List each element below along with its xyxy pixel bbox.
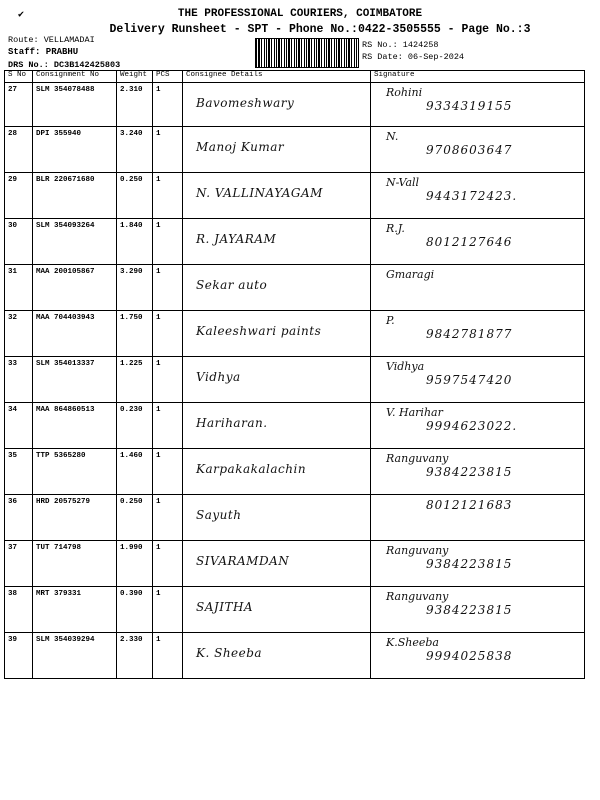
col-consignment: Consignment No (33, 71, 117, 83)
cell-pcs: 1 (153, 449, 183, 495)
cell-consignment: SLM 354039294 (33, 633, 117, 679)
signature-phone: 8012127646 (426, 235, 513, 249)
cell-sno: 33 (5, 357, 33, 403)
cell-sno: 38 (5, 587, 33, 633)
cell-pcs: 1 (153, 173, 183, 219)
cell-sno: 37 (5, 541, 33, 587)
signature-name: Rohini (386, 86, 423, 99)
signature-phone: 9597547420 (426, 373, 513, 387)
signature-phone: 9384223815 (426, 557, 513, 571)
cell-signature (371, 449, 585, 495)
cell-weight: 2.310 (117, 83, 153, 127)
runsheet-table (4, 70, 585, 679)
cell-consignee (183, 173, 371, 219)
cell-consignee (183, 219, 371, 265)
consignee-handwriting: Kaleeshwari paints (196, 324, 322, 338)
signature-name: V. Harihar (386, 406, 443, 419)
col-signature: Signature (371, 71, 585, 83)
route-label: Route: VELLAMADAI (8, 35, 95, 45)
consignee-handwriting: SIVARAMDAN (196, 554, 290, 568)
cell-weight: 3.240 (117, 127, 153, 173)
cell-consignment: SLM 354078488 (33, 83, 117, 127)
cell-signature (371, 265, 585, 311)
cell-pcs: 1 (153, 541, 183, 587)
signature-name: Ranguvany (386, 544, 449, 557)
signature-phone: 9384223815 (426, 603, 513, 617)
cell-signature (371, 587, 585, 633)
cell-consignment: DPI 355940 (33, 127, 117, 173)
consignee-handwriting: K. Sheeba (196, 646, 263, 660)
consignee-handwriting: Manoj Kumar (196, 140, 285, 154)
cell-sno: 31 (5, 265, 33, 311)
cell-consignee (183, 127, 371, 173)
cell-consignee (183, 83, 371, 127)
consignee-handwriting: Sayuth (196, 508, 242, 522)
signature-phone: 9994025838 (426, 649, 513, 663)
signature-name: Vidhya (386, 360, 425, 373)
cell-signature (371, 83, 585, 127)
rs-date: RS Date: 06-Sep-2024 (362, 52, 465, 62)
col-consignee: Consignee Details (183, 71, 371, 83)
signature-phone: 9994623022. (426, 419, 518, 433)
cell-pcs: 1 (153, 357, 183, 403)
cell-consignee (183, 403, 371, 449)
rs-number: RS No.: 1424258 (362, 40, 439, 50)
cell-sno: 35 (5, 449, 33, 495)
consignee-handwriting: Vidhya (196, 370, 241, 384)
cell-pcs: 1 (153, 265, 183, 311)
table-row (5, 173, 585, 219)
cell-consignment: SLM 354093264 (33, 219, 117, 265)
col-pcs: PCS (153, 71, 183, 83)
cell-consignment: MRT 379331 (33, 587, 117, 633)
cell-signature (371, 219, 585, 265)
table-row (5, 541, 585, 587)
signature-name: Ranguvany (386, 452, 449, 465)
cell-sno: 36 (5, 495, 33, 541)
signature-phone: 9842781877 (426, 327, 513, 341)
cell-sno: 30 (5, 219, 33, 265)
cell-weight: 1.225 (117, 357, 153, 403)
runsheet-subtitle: Delivery Runsheet - SPT - Phone No.:0422-3505555 - Page No.:3 (109, 23, 531, 36)
consignee-handwriting: N. VALLINAYAGAM (196, 186, 323, 200)
signature-name: N-Vall (386, 176, 420, 189)
cell-consignment: SLM 354013337 (33, 357, 117, 403)
cell-consignee (183, 587, 371, 633)
table-row (5, 311, 585, 357)
cell-consignee (183, 449, 371, 495)
cell-pcs: 1 (153, 311, 183, 357)
consignee-handwriting: Karpakakalachin (196, 462, 307, 476)
table-row (5, 265, 585, 311)
consignee-handwriting: Hariharan. (196, 416, 268, 430)
cell-sno: 28 (5, 127, 33, 173)
cell-consignment: TTP 5365280 (33, 449, 117, 495)
cell-sno: 34 (5, 403, 33, 449)
cell-weight: 1.990 (117, 541, 153, 587)
table-row (5, 219, 585, 265)
signature-phone: 9443172423. (426, 189, 518, 203)
consignee-handwriting: Sekar auto (196, 278, 268, 292)
col-sno: S No (5, 71, 33, 83)
signature-name: N. (386, 130, 399, 143)
cell-signature (371, 403, 585, 449)
consignee-handwriting: R. JAYARAM (196, 232, 277, 246)
cell-signature (371, 127, 585, 173)
cell-consignment: BLR 220671680 (33, 173, 117, 219)
staff-label: Staff: PRABHU (8, 47, 79, 57)
col-weight: Weight (117, 71, 153, 83)
cell-pcs: 1 (153, 587, 183, 633)
table-row (5, 587, 585, 633)
consignee-handwriting: Bavomeshwary (196, 96, 295, 110)
cell-sno: 39 (5, 633, 33, 679)
cell-weight: 2.330 (117, 633, 153, 679)
cell-signature (371, 173, 585, 219)
cell-consignee (183, 495, 371, 541)
cell-sno: 32 (5, 311, 33, 357)
table-row (5, 449, 585, 495)
cell-consignment: MAA 200105867 (33, 265, 117, 311)
signature-phone: 9334319155 (426, 99, 513, 113)
consignee-handwriting: SAJITHA (196, 600, 254, 614)
signature-name: R.J. (386, 222, 405, 235)
cell-signature (371, 495, 585, 541)
cell-weight: 1.750 (117, 311, 153, 357)
table-row (5, 357, 585, 403)
cell-weight: 0.250 (117, 495, 153, 541)
table-row (5, 633, 585, 679)
cell-pcs: 1 (153, 403, 183, 449)
cell-consignment: HRD 20575279 (33, 495, 117, 541)
cell-consignee (183, 633, 371, 679)
cell-weight: 0.230 (117, 403, 153, 449)
company-title: THE PROFESSIONAL COURIERS, COIMBATORE (177, 8, 423, 20)
cell-pcs: 1 (153, 219, 183, 265)
tick-mark: ✔ (18, 9, 25, 20)
table-row (5, 403, 585, 449)
table-row (5, 127, 585, 173)
cell-weight: 3.290 (117, 265, 153, 311)
signature-phone: 9708603647 (426, 143, 513, 157)
cell-signature (371, 541, 585, 587)
cell-consignment: TUT 714798 (33, 541, 117, 587)
cell-weight: 0.390 (117, 587, 153, 633)
signature-phone: 8012121683 (426, 498, 513, 512)
signature-name: K.Sheeba (386, 636, 439, 649)
cell-weight: 1.840 (117, 219, 153, 265)
signature-name: Gmaragi (386, 268, 435, 281)
signature-name: P. (386, 314, 395, 327)
cell-consignment: MAA 704403943 (33, 311, 117, 357)
cell-signature (371, 633, 585, 679)
barcode (255, 38, 359, 68)
cell-signature (371, 357, 585, 403)
signature-name: Ranguvany (386, 590, 449, 603)
table-header-row (5, 71, 585, 83)
table-row (5, 83, 585, 127)
drs-number: DRS No.: DC3B142425803 (8, 60, 121, 70)
cell-consignee (183, 357, 371, 403)
cell-pcs: 1 (153, 495, 183, 541)
cell-signature (371, 311, 585, 357)
cell-consignee (183, 265, 371, 311)
cell-weight: 0.250 (117, 173, 153, 219)
cell-pcs: 1 (153, 83, 183, 127)
cell-consignee (183, 541, 371, 587)
table-row (5, 495, 585, 541)
cell-sno: 29 (5, 173, 33, 219)
cell-weight: 1.460 (117, 449, 153, 495)
signature-phone: 9384223815 (426, 465, 513, 479)
cell-consignee (183, 311, 371, 357)
cell-sno: 27 (5, 83, 33, 127)
cell-pcs: 1 (153, 633, 183, 679)
cell-consignment: MAA 864860513 (33, 403, 117, 449)
cell-pcs: 1 (153, 127, 183, 173)
